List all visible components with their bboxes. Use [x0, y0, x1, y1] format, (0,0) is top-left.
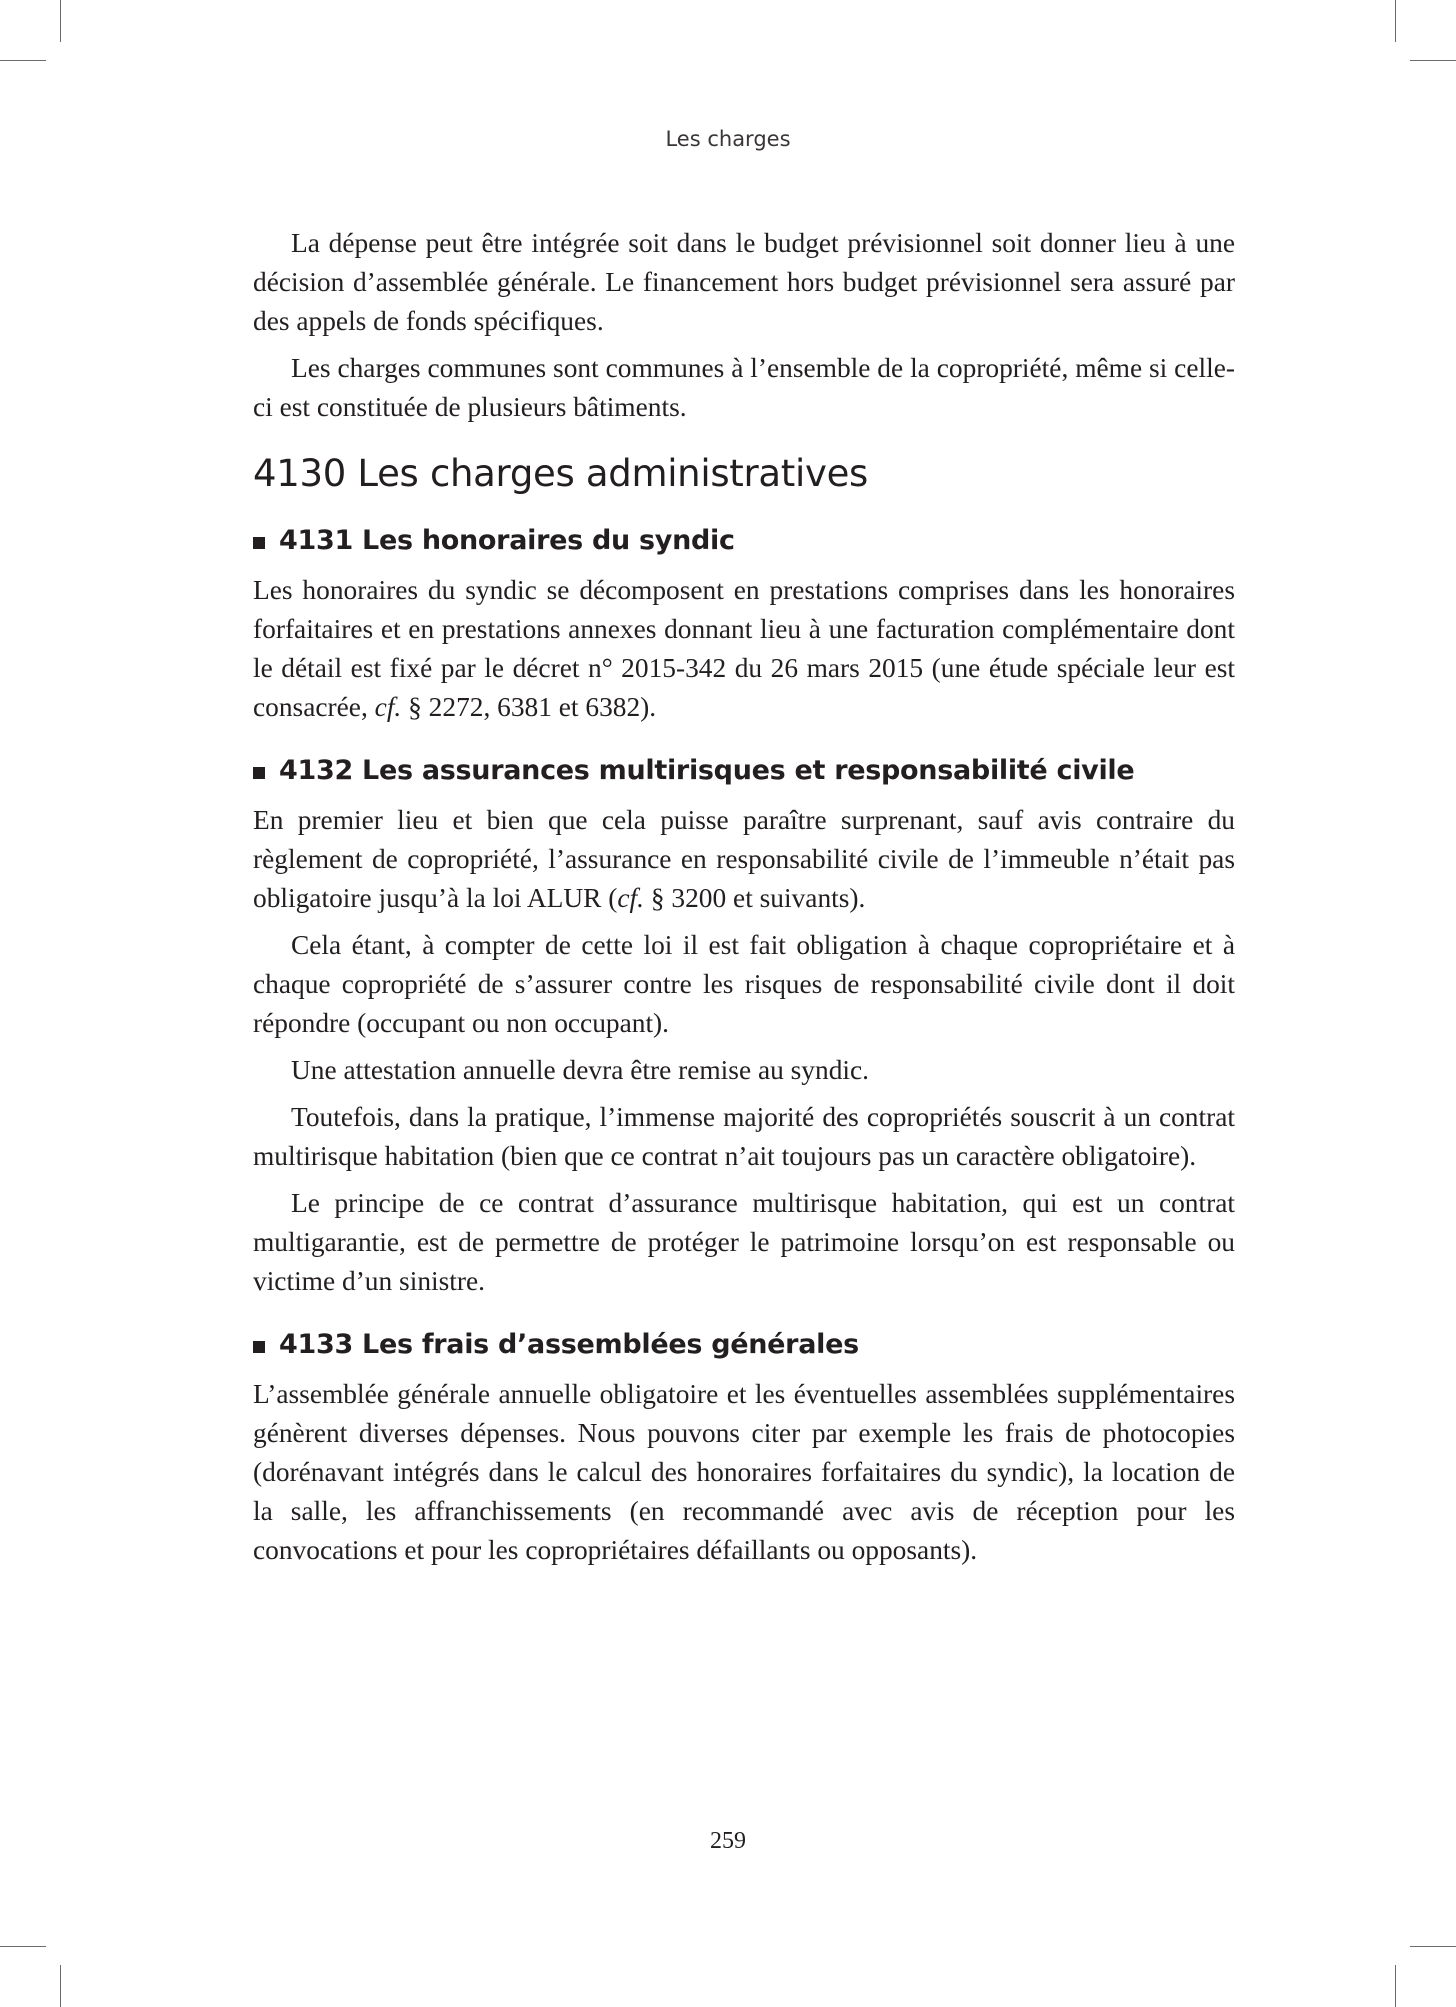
crop-mark: [1395, 1965, 1396, 2007]
paragraph: Les charges communes sont communes à l’ensemble de la copropriété, même si celle-ci est constituée de plusieurs bâtiments.: [253, 353, 1235, 422]
square-bullet-icon: [253, 537, 265, 549]
crop-mark: [1410, 1946, 1456, 1947]
subsection-title: 4132 Les assurances multirisques et responsabilité civile: [279, 755, 1135, 786]
text-run: § 2272, 6381 et 6382).: [401, 692, 657, 722]
italic-text: cf.: [374, 692, 402, 722]
crop-mark: [1410, 60, 1456, 61]
crop-mark: [60, 1965, 61, 2007]
paragraph: Cela étant, à compter de cette loi il est fait obligation à chaque copropriétaire et à chaque copropriété de s’assurer contre les risques de responsabilité civile dont il doit répondre (occupant ou non occupant).: [253, 930, 1235, 1038]
crop-mark: [0, 60, 46, 61]
subsection-heading: [253, 1327, 1235, 1363]
crop-mark: [1395, 0, 1396, 42]
paragraph: La dépense peut être intégrée soit dans le budget prévisionnel soit donner lieu à une décision d’assemblée générale. Le financement hors budget prévisionnel sera assuré par des appels de fonds spécifiques.: [253, 228, 1235, 336]
running-head: Les charges: [665, 127, 791, 151]
subsection-heading: [253, 753, 1235, 789]
paragraph: L’assemblée générale annuelle obligatoire et les éventuelles assemblées supplémentaires génèrent diverses dépenses. Nous pouvons citer par exemple les frais de photocopies (dorénavant intégrés dans le calcul des honoraires forfaitaires du syndic), la location de la salle, les affranchissements (en recommandé avec avis de réception pour les convocations et pour les copropriétaires défaillants ou opposants).: [253, 1379, 1235, 1565]
subsection-title: 4133 Les frais d’assemblées générales: [279, 1329, 859, 1360]
paragraph: [253, 571, 1235, 727]
page-number: 259: [710, 1828, 746, 1854]
subsection-heading: [253, 523, 1235, 559]
text-run: § 3200 et suivants).: [644, 883, 866, 913]
section-heading: 4130 Les charges administratives: [253, 452, 869, 495]
paragraph: Une attestation annuelle devra être remise au syndic.: [291, 1055, 870, 1085]
square-bullet-icon: [253, 1341, 265, 1353]
page-body: [253, 224, 1235, 1578]
italic-text: cf.: [617, 883, 645, 913]
crop-mark: [60, 0, 61, 42]
subsection-title: 4131 Les honoraires du syndic: [279, 525, 735, 556]
crop-mark: [0, 1946, 46, 1947]
text-run: En premier lieu et bien que cela puisse paraître surprenant, sauf avis contraire du règlement de copropriété, l’assurance en responsabilité civile de l’immeuble n’était pas obligatoire jusqu’à la loi ALUR (: [253, 805, 1235, 913]
paragraph: Le principe de ce contrat d’assurance multirisque habitation, qui est un contrat multigarantie, est de permettre de protéger le patrimoine lorsqu’on est responsable ou victime d’un sinistre.: [253, 1188, 1235, 1296]
paragraph: Toutefois, dans la pratique, l’immense majorité des copropriétés souscrit à un contrat multirisque habitation (bien que ce contrat n’ait toujours pas un caractère obligatoire).: [253, 1102, 1235, 1171]
square-bullet-icon: [253, 767, 265, 779]
paragraph: [253, 801, 1235, 918]
text-run: Les honoraires du syndic se décomposent en prestations comprises dans les honoraires forfaitaires et en prestations annexes donnant lieu à une facturation complémentaire dont le détail est fixé par le décret n° 2015-342 du 26 mars 2015 (une étude spéciale leur est consacrée,: [253, 575, 1235, 722]
